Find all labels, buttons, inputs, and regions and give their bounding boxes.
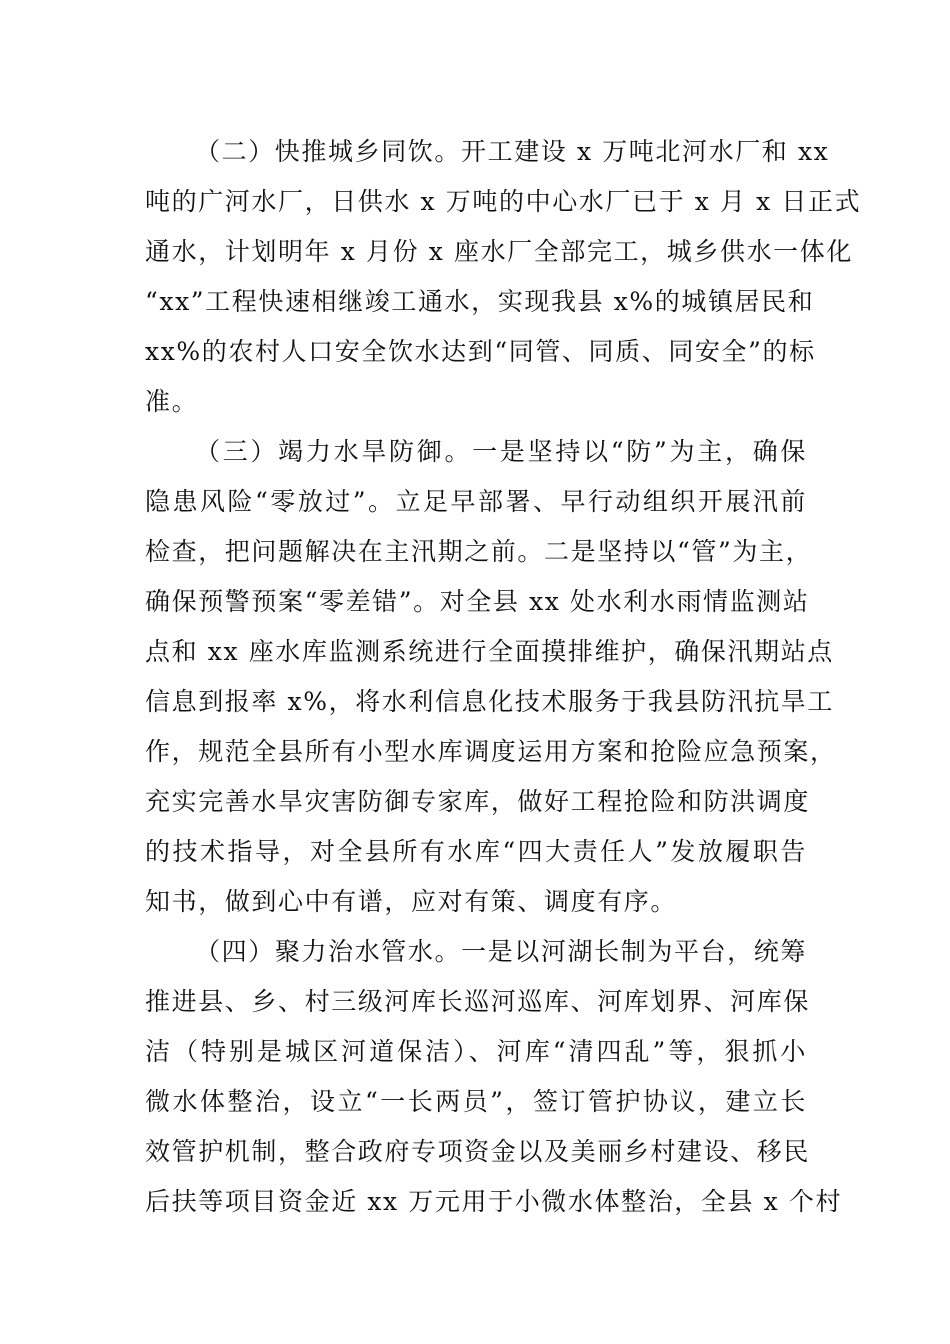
paragraph-line: 吨的广河水厂，日供水 x 万吨的中心水厂已于 x 月 x 日正式 [145,187,862,216]
paragraph-line: 信息到报率 x%，将水利信息化技术服务于我县防汛抗旱工 [145,687,835,716]
paragraph-water-governance [145,927,843,1227]
document-body [145,127,862,1227]
paragraph-line: 充实完善水旱灾害防御专家库，做好工程抢险和防洪调度 [145,787,811,816]
paragraph-line: 作，规范全县所有小型水库调度运用方案和抢险应急预案， [145,737,837,766]
paragraph-line: （三）竭力水旱防御。一是坚持以“防”为主，确保 [195,437,807,466]
paragraph-line: 效管护机制，整合政府专项资金以及美丽乡村建设、移民 [145,1137,811,1166]
paragraph-flood-drought-defense [145,427,837,927]
paragraph-line: 通水，计划明年 x 月份 x 座水厂全部完工，城乡供水一体化 [145,237,853,266]
paragraph-line: 确保预警预案“零差错”。对全县 xx 处水利水雨情监测站 [145,587,810,616]
paragraph-line: 点和 xx 座水库监测系统进行全面摸排维护，确保汛期站点 [145,637,834,666]
paragraph-line: 洁（特别是城区河道保洁）、河库“清四乱”等，狠抓小 [145,1037,807,1066]
paragraph-line: 的技术指导，对全县所有水库“四大责任人”发放履职告 [145,837,807,866]
paragraph-line: 知书，做到心中有谱，应对有策、调度有序。 [145,887,678,916]
paragraph-line: 推进县、乡、村三级河库长巡河巡库、河库划界、河库保 [145,987,811,1016]
paragraph-line: （四）聚力治水管水。一是以河湖长制为平台，统筹 [195,937,807,966]
paragraph-line: “xx”工程快速相继竣工通水，实现我县 x%的城镇居民和 [145,287,815,316]
paragraph-line: 后扶等项目资金近 xx 万元用于小微水体整治，全县 x 个村 [145,1187,843,1216]
paragraph-line: 微水体整治，设立“一长两员”，签订管护协议，建立长 [145,1087,807,1116]
paragraph-line: 准。 [145,387,199,416]
paragraph-line: xx%的农村人口安全饮水达到“同管、同质、同安全”的标 [145,337,816,366]
paragraph-line: 检查，把问题解决在主汛期之前。二是坚持以“管”为主， [145,537,813,566]
paragraph-urban-rural-water [145,127,862,427]
paragraph-line: 隐患风险“零放过”。立足早部署、早行动组织开展汛前 [145,487,807,516]
paragraph-line: （二）快推城乡同饮。开工建设 x 万吨北河水厂和 xx [195,137,830,166]
